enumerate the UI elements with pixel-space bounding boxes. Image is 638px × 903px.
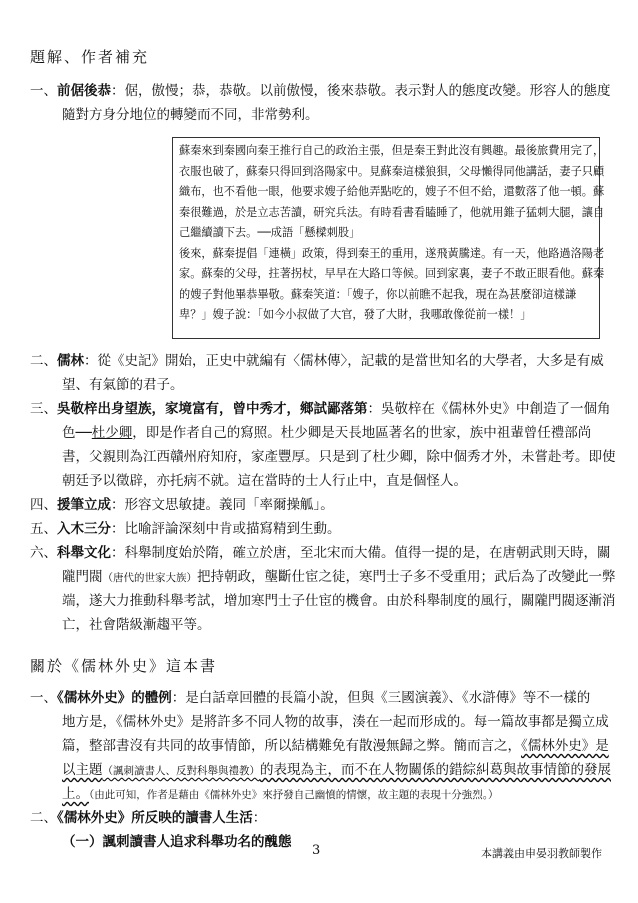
item-term: 儒林 xyxy=(57,353,84,369)
note-item-2 xyxy=(30,349,610,397)
section-heading: 關於《儒林外史》這本書 xyxy=(30,657,218,675)
wavy-underlined-text: 上。 xyxy=(62,786,89,802)
item-text: ：比喻評論深刻中肯或描寫精到生動。 xyxy=(111,521,341,537)
box-line: 的嫂子對他畢恭畢敬。蘇秦笑道：「嫂子，你以前瞧不起我，現在為甚麼卻這樣謙 xyxy=(179,287,577,301)
item-text: 地方是，《儒林外史》是將許多不同人物的故事，湊在一起而形成的。每一篇故事都是獨立成 xyxy=(62,714,609,730)
item-number: 二、 xyxy=(30,810,57,826)
item-annotation: （諷刺讀書人、反對科舉與禮教） xyxy=(102,765,260,777)
item-text: ：是白話章回體的長篇小說，但與《三國演義》、《水滸傳》等不一樣的 xyxy=(171,690,591,706)
item-text: 望、有氣節的君子。 xyxy=(62,377,184,393)
item-text: ：科舉制度始於隋，確立於唐，至北宋而大備。值得一提的是，在唐朝武則天時，關 xyxy=(111,545,611,561)
item-term: 援筆立成 xyxy=(57,497,111,513)
box-line: 秦很難過，於是立志苦讀，研究兵法。有時看書看瞌睡了，他就用錐子猛刺大腿，讓自 xyxy=(179,205,605,219)
item-text: 朝廷予以徵辟，亦托病不就。這在當時的士人行止中，直是個怪人。 xyxy=(62,473,467,489)
box-line: 織布，也不看他一眼，他要求嫂子給他弄點吃的，嫂子不但不給，還數落了他一頓。蘇 xyxy=(179,185,605,198)
item-text: ，即是作者自己的寫照。杜少卿是天長地區著名的世家，族中祖輩曾任禮部尚 xyxy=(132,425,592,441)
page-number: 3 xyxy=(312,843,321,858)
item-text: 亡，社會階級漸趨平等。 xyxy=(62,617,211,633)
section-heading: 題解、作者補充 xyxy=(30,48,150,66)
item-annotation: （唐代的世家大族） xyxy=(102,572,197,584)
item-text: 書，父親則為江西贛州府知府，家產豐厚。只是到了杜少卿，除中個秀才外，未嘗赴考。即使 xyxy=(62,449,616,465)
story-box xyxy=(172,137,605,339)
note-item-1 xyxy=(30,79,610,127)
item-term: 吳敬梓出身望族，家境富有，曾中秀才，鄉試鄙落第 xyxy=(57,401,368,417)
wavy-underlined-text: 的表現為主，而不在人物關係的錯綜糾葛與故事情節的發展 xyxy=(260,762,611,778)
item-annotation: （由此可知，作者是藉由《儒林外史》來抒發自己幽憤的情懷，故主題的表現十分強烈。） xyxy=(89,789,499,801)
box-line: 卑？」嫂子說：「如今小叔做了大官，發了大財，我哪敢像從前一樣！」 xyxy=(179,308,532,321)
box-line: 衣服也破了，蘇秦只得回到洛陽家中。見蘇秦這樣狼狽，父母懶得同他講話，妻子只顧 xyxy=(179,164,605,178)
item-number: 六、 xyxy=(30,545,57,561)
item-text: ：倨，傲慢；恭，恭敬。以前傲慢，後來恭敬。表示對人的態度改變。形容人的態度 xyxy=(111,83,611,99)
box-line: 後來，蘇秦提倡「連橫」政策，得到秦王的重用，遂飛黃騰達。有一天，他路過洛陽老 xyxy=(179,246,605,260)
note-item-6 xyxy=(30,541,616,637)
box-line: 蘇秦來到秦國向秦王推行自己的政治主張，但是秦王對此沒有興趣。最後旅費用完了， xyxy=(179,144,605,157)
note-item-3 xyxy=(30,397,616,493)
item-text: 隴門閥 xyxy=(62,569,103,585)
item-text: 色── xyxy=(62,425,92,441)
box-line: 己繼續讀下去。──成語「懸樑刺股」 xyxy=(179,226,361,239)
item-number: 二、 xyxy=(30,353,57,369)
item-text: 端，遂大力推動科舉考試，增加寒門士子仕宦的機會。由於科舉制度的風行，關隴門閥逐漸消 xyxy=(62,593,616,609)
item-number: 三、 xyxy=(30,401,57,417)
footer-credit: 本講義由申晏羽教師製作 xyxy=(481,847,602,860)
wavy-underlined-text: 以主題 xyxy=(62,762,103,778)
subheading: （一）諷刺讀書人追求科舉功名的醜態 xyxy=(62,834,292,850)
item-text: ： xyxy=(252,810,267,826)
box-line: 家。蘇秦的父母，拄著拐杖，早早在大路口等候。回到家裏，妻子不敢正眼看他。蘇秦 xyxy=(179,267,605,280)
item-number: 一、 xyxy=(30,83,57,99)
note-item-5 xyxy=(30,517,610,541)
book-item-1 xyxy=(30,686,610,806)
item-term: 科舉文化 xyxy=(57,545,111,561)
item-text: 把持朝政，壟斷仕宦之徒，寒門士子多不受重用；武后為了改變此一弊 xyxy=(197,569,616,585)
item-number: 四、 xyxy=(30,497,57,513)
item-text: 篇，整部書沒有共同的故事情節，所以結構難免有散漫無歸之弊。簡而言之， xyxy=(62,738,521,754)
item-text: ：從《史記》開始，正史中就編有〈儒林傳〉，記載的是當世知名的大學者，大多是有威 xyxy=(84,353,604,369)
wavy-underlined-text: 《儒林外史》是 xyxy=(521,738,609,754)
underlined-name: 杜少卿 xyxy=(91,425,133,441)
item-term: 《儒林外史》的體例 xyxy=(57,690,172,706)
item-term: 前倨後恭 xyxy=(57,83,111,99)
item-term: 《儒林外史》所反映的讀書人生活 xyxy=(57,810,253,826)
note-item-4 xyxy=(30,493,610,517)
item-text: ：吳敬梓在《儒林外史》中創造了一個角 xyxy=(367,401,611,417)
item-text: 隨對方身分地位的轉變而不同，非常勢利。 xyxy=(62,107,319,123)
item-term: 入木三分 xyxy=(57,521,111,537)
item-text: ：形容文思敏捷。義同「率爾操觚」。 xyxy=(111,497,334,513)
item-number: 五、 xyxy=(30,521,57,537)
item-number: 一、 xyxy=(30,690,57,706)
